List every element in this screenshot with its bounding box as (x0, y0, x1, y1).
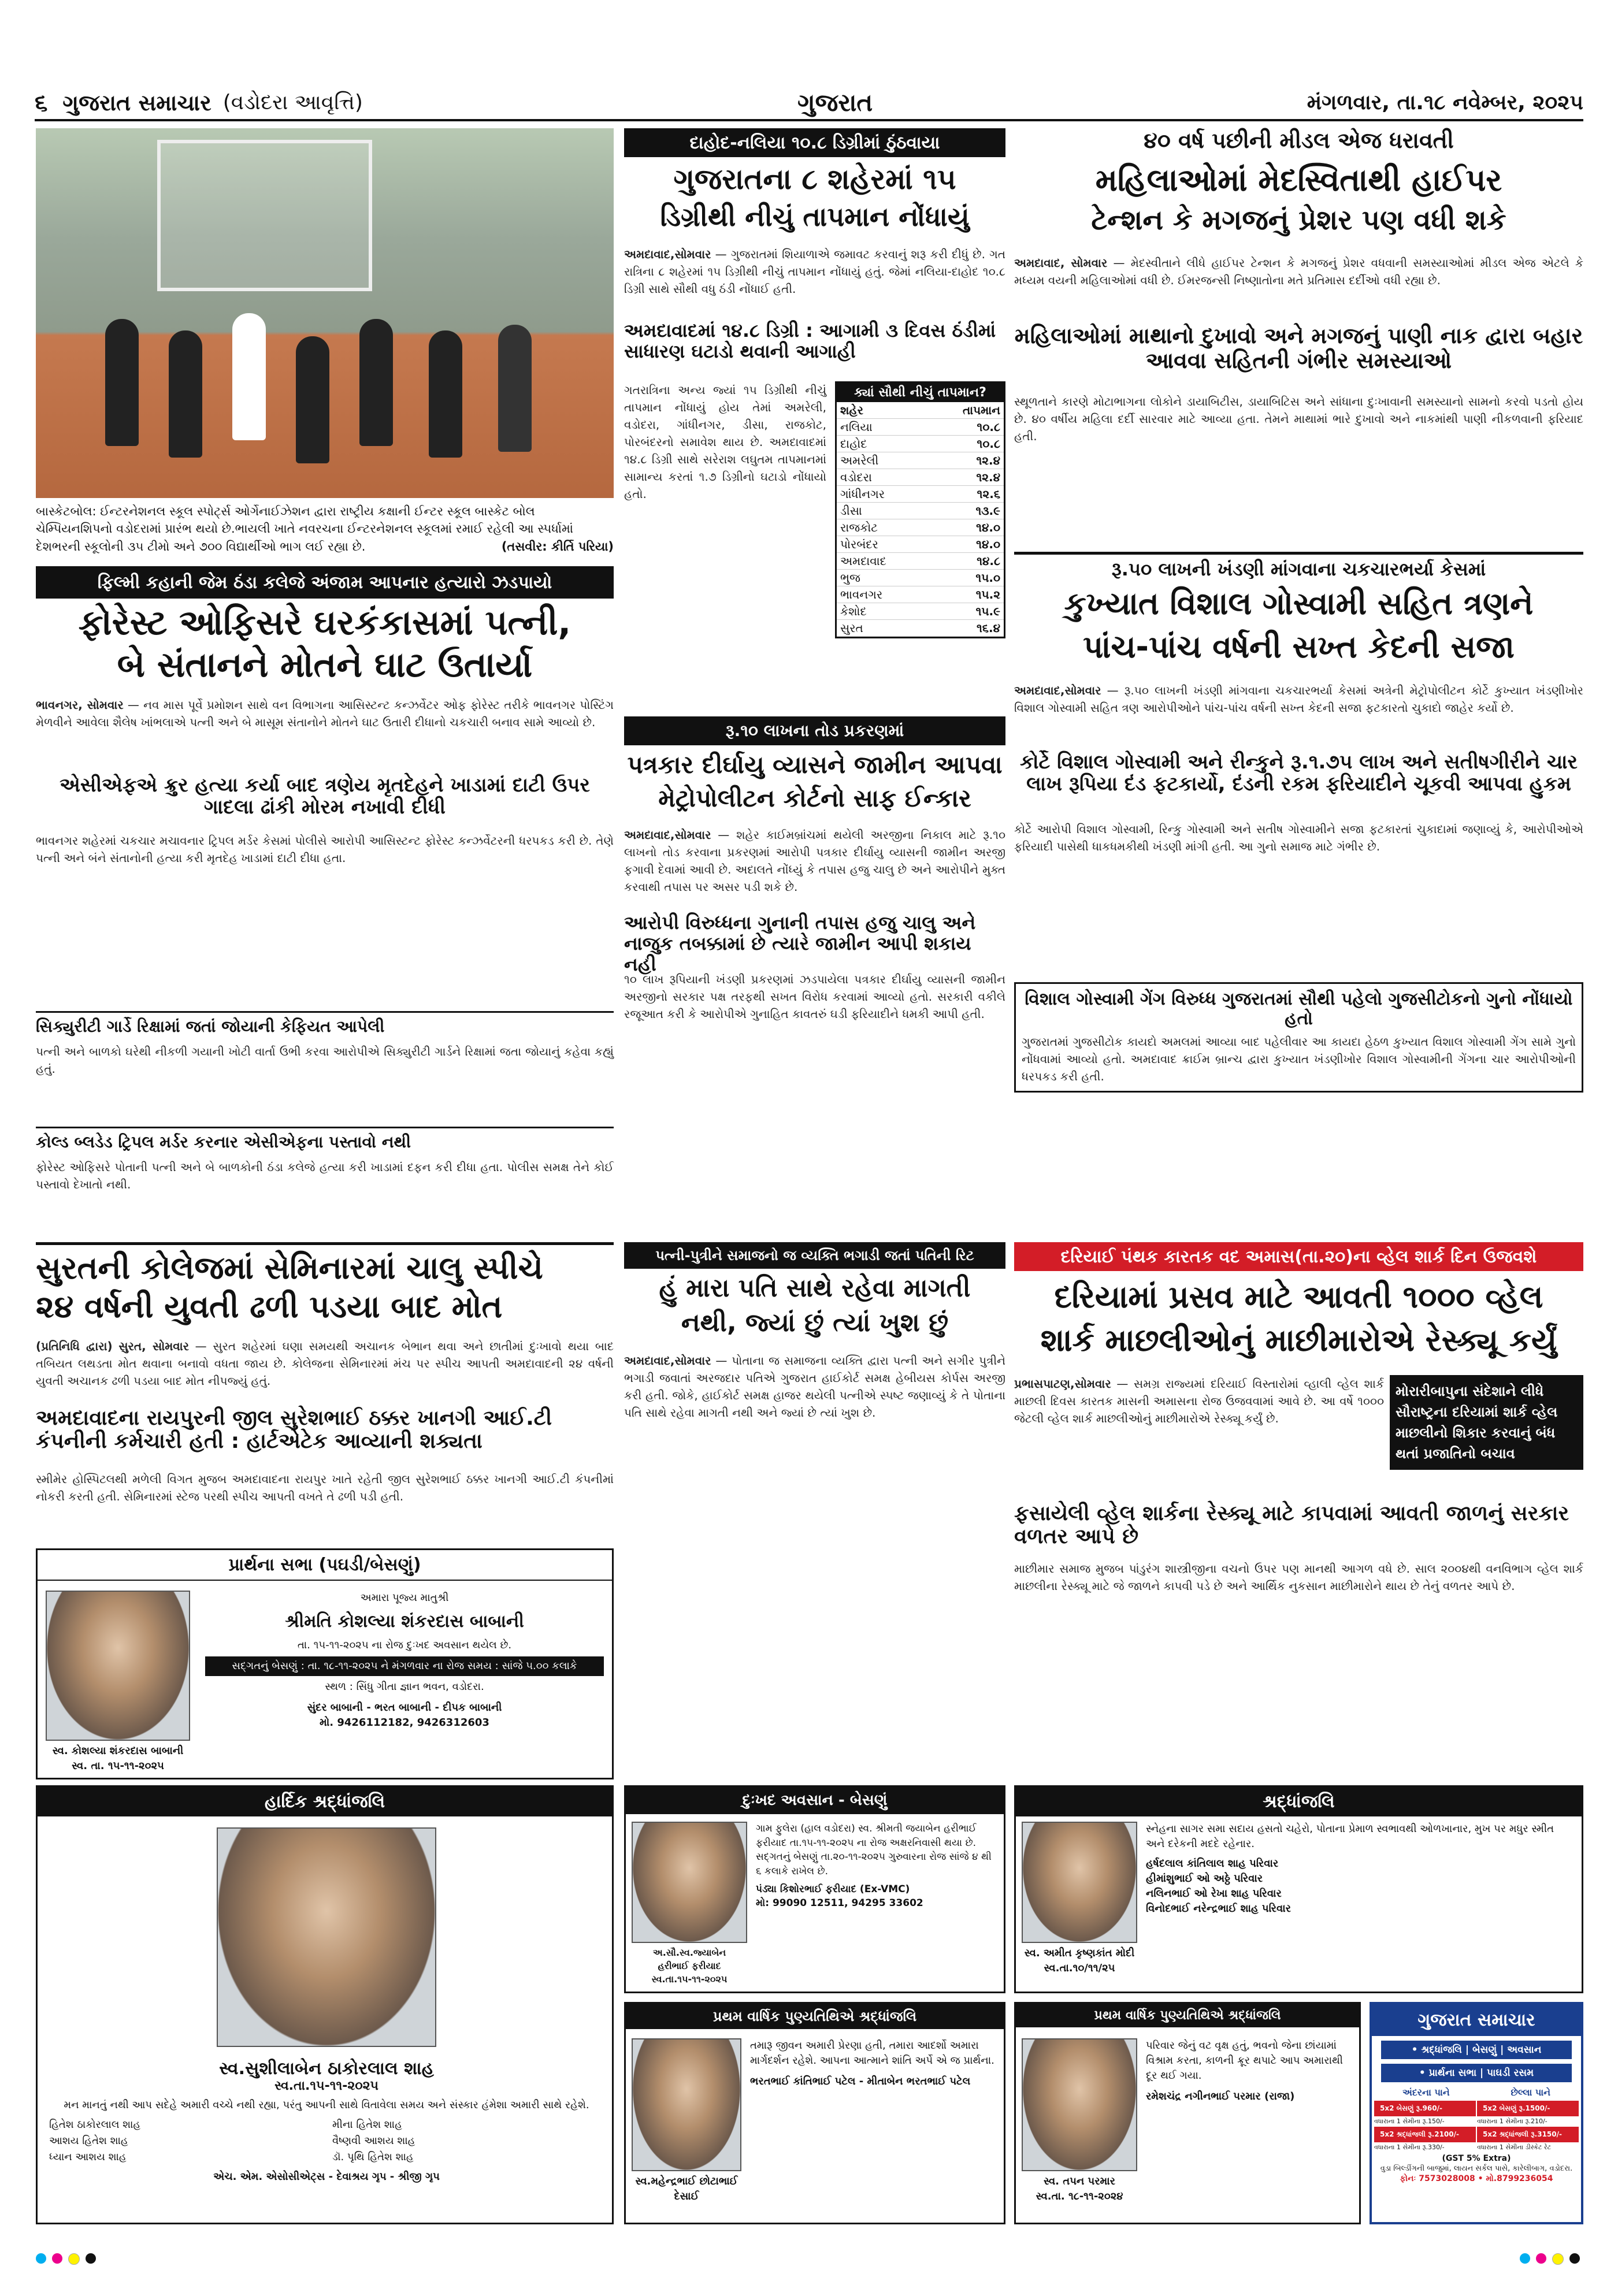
temp-headline-2: ડિગ્રીથી નીચું તાપમાન નોંધાયું (660, 201, 970, 232)
temp-subhead: અમદાવાદમાં ૧૪.૮ ડિગ્રી : આગામી ૩ દિવસ ઠંડીમાં સાધારણ ઘટાડો થવાની આગાહી (624, 319, 996, 362)
ad-punya-1-text: તમારૂ જીવન અમારી પ્રેરણા હતી, તમારા આદર્શો અમારા માર્ગદર્શન રહેશે. આપના આત્માને શાંતિ અર્પે એ જ પ્રાર્થના. ભરતભાઈ કાંતિભાઈ પટેલ - મીતાબેન ભરતભાઈ પટેલ (750, 2039, 994, 2088)
temp-table-row: અમદાવાદ ૧૪.૮ (837, 553, 1004, 570)
temp-table-row: અમરેલી ૧૨.૪ (837, 452, 1004, 469)
women-kicker: ૪૦ વર્ષ પછીની મીડલ એજ ધરાવતી (1144, 128, 1454, 153)
ad-punyatithi-2: પ્રથમ વાર્ષિક પુણ્યતિથિએ શ્રદ્ધાંજલિ સ્વ. તપન પરમાર સ્વ.તા. ૧૮-૧૧-૨૦૨૪ પરિવાર જેનું વટ વૃક્ષ હતું, ભવનો જેના છાંયામાં વિશ્રામ કરતા, કાળની ક્રૂર થપાટે આપ અમારાથી દૂર થઈ ગયા. રમેશચંદ્ર નગીનભાઈ પરમાર (રાજા) (1014, 2002, 1361, 2224)
ad-dukh-avsan: દુઃખદ અવસાન - બેસણું અ.સૌ.સ્વ.જ્યાબેન હરીભાઈ ફરીયાદ સ્વ.તા.૧૫-૧૧-૨૦૨૫ ગામ ફુલેરા (હાલ વડોદરા) સ્વ. શ્રીમતી જયાબેન હરીભાઈ ફરીયાદ તા.૧૫-૧૧-૨૦૨૫ ના રોજ અક્ષરનિવાસી થયા છે. સદ્ગતનું બેસણું તા.૨૦-૧૧-૨૦૨૫ ગુરુવારના રોજ સાંજે ૪ થી ૬ કલાકે રાખેલ છે. પંડ્યા કિશોરભાઈ ફરીયાદ (Ex-VMC) મો: 99090 12511, 94295 33602 (624, 1785, 1005, 1993)
gang-body-2: કોર્ટે આરોપી વિશાલ ગોસ્વામી, રિન્કુ ગોસ્વામી અને સતીષ ગોસ્વામીને સજા ફટકારતાં ચુકાદામાં જણાવ્યું કે, આરોપીઓએ ફરિયાદી પાસેથી ધાકધમકીથી ખંડણી માંગી હતી. આ ગુનો સમાજ માટે ગંભીર છે. (1014, 822, 1583, 853)
ad-shraddhanjali-1-title: હાર્દિક શ્રદ્ધાંજલિ (38, 1787, 612, 1816)
seminar-headline-1: સુરતની કોલેજમાં સેમિનારમાં ચાલુ સ્પીચે (36, 1242, 614, 1286)
reporter-headline-2: મેટ્રોપોલીટન કોર્ટનો સાફ ઈન્કાર (658, 784, 971, 812)
page-number: ૬ (35, 90, 48, 116)
whale-kicker: દરિયાઈ પંથક કારતક વદ અમાસ(તા.૨૦)ના વ્હેલ શાર્ક દિન ઉજવશે (1014, 1242, 1583, 1271)
edition-label: (વડોદરા આવૃત્તિ) (222, 91, 363, 114)
forest-body: ભાવનગર, સોમવાર — નવ માસ પૂર્વે પ્રમોશન સાથે વન વિભાગના આસિસ્ટન્ટ કન્ઝર્વેટર ઓફ ફોરેસ્ટ તરીકે ભાવનગર પોસ્ટિંગ મેળવીને આવેલા શૈલેષ ખાંભલાએ પત્ની અને બે માસૂમ સંતાનોને મોતને ઘાટ ઉતારી દીધાનો ચકચારી બનાવ સામે આવ્યો છે. (36, 698, 614, 729)
seminar-subhead: અમદાવાદના રાયપુરની જીલ સુરેશભાઈ ઠક્કર ખાનગી આઈ.ટી કંપનીની કર્મચારી હતી : હાર્ટએટેક આવ્યાની શક્યતા (36, 1406, 552, 1454)
ad-punya-1-title: પ્રથમ વાર્ષિક પુણ્યતિથિએ શ્રદ્ધાંજલિ (626, 2004, 1004, 2029)
temp-body: અમદાવાદ,સોમવાર — ગુજરાતમાં શિયાળાએ જમાવટ કરવાનું શરૂ કરી દીધું છે. ગત રાત્રિના ૮ શહેરમાં ૧૫ ડિગ્રીથી નીચું તાપમાન નોંધાયું હતું. જેમાં નલિયા-દાહોદ ૧૦.૮ ડિગ્રી સાથે સૌથી વધુ ઠંડી નોંધાઈ હતી. (624, 247, 1005, 296)
forest-subhead: એસીએફએ ક્રુર હત્યા કર્યા બાદ ત્રણેય મૃતદેહને ખાડામાં દાટી ઉપર ગાદલા ઢાંકી મોરમ નખાવી દીધી (60, 774, 590, 819)
temp-table-row: ભાવનગર ૧૫.૨ (837, 586, 1004, 603)
seminar-body-2: સ્મીમેર હોસ્પિટલથી મળેલી વિગત મુજબ અમદાવાદના રાયપુર ખાતે રહેતી જીલ સુરેશભાઈ ઠક્કર ખાનગી આઈ.ટી કંપનીમાં નોકરી કરતી હતી. સેમિનારમાં સ્ટેજ પરથી સ્પીચ આપતી વખતે તે ઢળી પડી હતી. (36, 1472, 614, 1503)
women-headline-1: મહિલાઓમાં મેદસ્વિતાથી હાઈપર (1095, 162, 1502, 198)
forest-body-4: ફોરેસ્ટ ઓફિસરે પોતાની પત્ની અને બે બાળકોની ઠંડા કલેજે હત્યા કરી ખાડામાં દફન કરી દીધા હતા. પોલીસ સમક્ષ તેને કોઈ પસ્તાવો દેખાતો નથી. (36, 1160, 614, 1191)
section-title: ગુજરાત (797, 88, 873, 117)
basketball-photo (36, 128, 614, 498)
ad-prathna-text: અમારા પૂજ્ય માતુશ્રી શ્રીમતિ કોશલ્યા શંકરદાસ બાબાની તા. ૧૫-૧૧-૨૦૨૫ ના રોજ દુઃખદ અવસાન થયેલ છે. સદ્ગતનું બેસણું : તા. ૧૮-૧૧-૨૦૨૫ ને મંગળવાર ના રોજ સમય : સાંજે ૫.૦૦ કલાકે સ્થળ : સિંધુ ગીતા જ્ઞાન ભવન, વડોદરા. સુંદર બાબાની - ભરત બાબાની - દીપક બાબાની મો. 9426112182, 9426312603 (205, 1591, 604, 1730)
temp-table-head-city: શહેર (837, 402, 927, 419)
wife-dateline: અમદાવાદ,સોમવાર (624, 1354, 711, 1368)
gang-box-body: ગુજરાતમાં ગુજસીટોક કાયદો અમલમાં આવ્યા બાદ પહેલીવાર આ કાયદા હેઠળ કુખ્યાત વિશાલ ગોસ્વામી ગેંગ સામે ગુનો નોંધવામાં આવ્યો હતો. અમદાવાદ ક્રાઈમ બ્રાન્ચ દ્વારા કુખ્યાત ખંડણીખોર વિશાલ ગોસ્વામીની ગેંગના ચાર આરોપીઓની ધરપકડ કરી હતી. (1022, 1035, 1576, 1084)
gang-body: અમદાવાદ,સોમવાર — રૂ.૫૦ લાખની ખંડણી માંગવાના ચકચારભર્યા કેસમાં અત્રેની મેટ્રોપોલીટન કોર્ટે કુખ્યાત ખંડણીખોર વિશાલ ગોસ્વામી સહિત ત્રણ આરોપીઓને પાંચ-પાંચ વર્ષની સખ્ત કેદની સજા ફટકારતો ચુકાદો જાહેર કર્યો છે. (1014, 683, 1583, 715)
ad-prathna-title: પ્રાર્થના સભા (પઘડી/બેસણું) (38, 1550, 612, 1581)
ad-prathna-sabha (36, 1548, 614, 1779)
temp-dateline: અમદાવાદ,સોમવાર (624, 247, 711, 261)
forest-subhead-2: સિક્યુરીટી ગાર્ડે રિક્ષામાં જતાં જોયાની કેફિયત આપેલી (36, 1011, 614, 1035)
ad-shraddhanjali-1-text: સ્વ.સુશીલાબેન ઠાકોરલાલ શાહ સ્વ.તા.૧૫-૧૧-૨૦૨૫ મન માનતું નથી આપ સદેહે અમારી વચ્ચે નથી રહ્યા, પરંતુ આપની સાથે વિતાવેલા સમય અને સંસ્કાર હંમેશા અમારી સાથે રહેશે. હિતેશ ઠાકોરલાલ શાહ મીના હિતેશ શાહ આશય હિતેશ શાહ વૈષ્ણવી આશય શાહ ધ્યાન આશય શાહ ડૉ. પૃથિ હિતેશ શાહ એચ. એમ. એસોસીએટ્સ - દેવાશ્રય ગૃપ - શ્રીજી ગૃપ (49, 2059, 604, 2184)
seminar-body: (પ્રતિનિધિ દ્વારા) સુરત, સોમવાર — સુરત શહેરમાં ઘણા સમયથી અચાનક બેભાન થવા અને છાતીમાં દુઃખાવો થયા બાદ તબિયત લથડતા મોત થવાના બનાવો વધતા જાય છે. કોલેજના સેમિનારમાં મંચ પર સ્પીચ આપતી અમદાવાદની ૨૪ વર્ષની યુવતી અચાનક ઢળી પડયા બાદ મોત નીપજ્યું હતું. (36, 1339, 614, 1388)
gang-box (1014, 982, 1583, 1093)
basketball-hoop (157, 140, 372, 291)
wife-headline-1: હું મારા પતિ સાથે રહેવા માગતી (659, 1273, 971, 1303)
gang-box-title: વિશાલ ગોસ્વામી ગેંગ વિરુધ્ધ ગુજરાતમાં સૌથી પહેલો ગુજસીટોકનો ગુનો નોંધાયો હતો (1025, 989, 1573, 1029)
gang-headline-2: પાંચ-પાંચ વર્ષની સખ્ત કેદની સજા (1083, 629, 1515, 665)
seminar-dateline: સુરત, સોમવાર (118, 1339, 190, 1353)
temp-table (835, 381, 1005, 638)
gang-dateline: અમદાવાદ,સોમવાર (1014, 683, 1101, 697)
forest-kicker: ફિલ્મી કહાની જેમ ઠંડા કલેજે અંજામ આપનાર હત્યારો ઝડપાયો (36, 566, 614, 599)
ad-punya-2-photo (1022, 2038, 1137, 2171)
temp-headline-1: ગુજરાતના ૮ શહેરમાં ૧૫ (673, 162, 956, 196)
whale-headline-2: શાર્ક માછલીઓનું માછીમારોએ રેસ્ક્યૂ કર્યું (1040, 1322, 1557, 1358)
ad-dukh-title: દુઃખદ અવસાન - બેસણું (626, 1787, 1004, 1814)
whale-body: પ્રભાસપાટણ,સોમવાર — સમગ્ર રાજ્યમાં દરિયાઈ વિસ્તારોમાં વ્હાલી વ્હેલ શાર્ક માછલી દિવસ કારતક માસની અમાસના રોજ ઉજવવામાં આવે છે. આ વર્ષે ૧૦૦૦ જેટલી વ્હેલ શાર્ક માછલીઓનું માછીમારોએ રેસ્ક્યૂ કર્યું છે. (1014, 1377, 1384, 1425)
gang-headline-1: કુખ્યાત વિશાલ ગોસ્વામી સહિત ત્રણને (1064, 585, 1534, 622)
women-body-2: સ્થૂળતાને કારણે મોટાભાગના લોકોને ડાયાબિટીસ, ડાયાબિટિસ અને સાંધાના દુઃખાવાની સમસ્યાનો સામનો કરવો પડતો હોય છે. ૪૦ વર્ષીય મહિલા દર્દી સારવાર માટે આવ્યા હતા. તેમને માથામાં ભારે દુખાવો અને નાકમાંથી પાણી નીકળવાની ફરિયાદ હતી. (1014, 395, 1583, 443)
ad-punyatithi-1: પ્રથમ વાર્ષિક પુણ્યતિથિએ શ્રદ્ધાંજલિ સ્વ.મહેન્દ્રભાઈ છોટાભાઈ દેસાઈ તમારૂ જીવન અમારી પ્રેરણા હતી, તમારા આદર્શો અમારા માર્ગદર્શન રહેશે. આપના આત્માને શાંતિ અર્પે એ જ પ્રાર્થના. ભરતભાઈ કાંતિભાઈ પટેલ - મીતાબેન ભરતભાઈ પટેલ (624, 2002, 1005, 2224)
temp-table-row: દાહોદ ૧૦.૮ (837, 436, 1004, 452)
yellow-mark (68, 2253, 80, 2265)
temp-table-row: પોરબંદર ૧૪.૦ (837, 536, 1004, 553)
wife-kicker: પત્ની-પુત્રીને સમાજનો જ વ્યક્તિ ભગાડી જતાં પતિની રિટ (624, 1242, 1005, 1269)
reporter-kicker: રૂ.૧૦ લાખના તોડ પ્રકરણમાં (624, 716, 1005, 745)
reporter-subhead: આરોપી વિરુધ્ધના ગુનાની તપાસ હજુ ચાલુ અને નાજુક તબક્કામાં છે ત્યારે જામીન આપી શકાય નહી (624, 912, 976, 975)
forest-dateline: ભાવનગર, સોમવાર (36, 698, 124, 712)
ad-rate-card: ગુજરાત સમાચાર • શ્રદ્ધાંજલિ | બેસણું | અવસાન • પ્રાર્થના સભા | પાઘડી રસમ અંદરના પાને છેલ્લા પાને 5x2 બેસણું રૂ.960/- 5x2 બેસણું રૂ.1500/- વધારાના 1 સેમીના રૂ.150/- વધારાના 1 સેમીના રૂ.210/- 5x2 શ્રદ્ધાંજલી રૂ.2100/- 5x2 શ્રદ્ધાંજલી રૂ.3150/- વધારાના 1 સેમીના રૂ.330/- વધારાના 1 સેમીના ડીસ્કેટ રેટ (GST 5% Extra) વુડા બિલ્ડીંગની બાજુમાં, લાયન સર્કલ પાસે, કારેલીબાગ, વડોદરા. ફોનઃ 7573028008 • મો.8799236054 (1370, 2002, 1583, 2224)
ad-shraddhanjali-2-text: સ્નેહના સાગર સમા સદાય હસતો ચહેરો, પોતાના પ્રેમાળ સ્વભાવથી ઓળખાનાર, મુખ પર મધુર સ્મીત અને દરેકની મદદે રહેનાર. હર્ષદલાલ કાંતિલાલ શાહ પરિવાર હીમાંશુભાઈ ઓ અઠ્ઠે પરિવાર નલિનભાઈ ઓ રેખા શાહ પરિવાર વિનોદભાઈ નરેન્દ્રભાઈ શાહ પરિવાર (1146, 1823, 1554, 1915)
print-color-marks-right (1520, 2253, 1580, 2265)
ad-punya-2-text: પરિવાર જેનું વટ વૃક્ષ હતું, ભવનો જેના છાંયામાં વિશ્રામ કરતા, કાળની ક્રૂર થપાટે આપ અમારાથી દૂર થઈ ગયા. રમેશચંદ્ર નગીનભાઈ પરમાર (રાજા) (1146, 2039, 1343, 2103)
women-headline-2: ટેન્શન કે મગજનું પ્રેશર પણ વધી શકે (1091, 204, 1506, 236)
temp-table-row: વડોદરા ૧૨.૪ (837, 469, 1004, 486)
ad-punya-1-photo (632, 2038, 741, 2171)
forest-headline-1: ફોરેસ્ટ ઓફિસરે ઘરકંકાસમાં પત્ની, (78, 603, 572, 643)
wife-body: અમદાવાદ,સોમવાર — પોતાના જ સમાજના વ્યક્તિ દ્વારા પત્ની અને સગીર પુત્રીને ભગાડી જવાતાં અરજદાર પતિએ ગુજરાત હાઈકોર્ટ સમક્ષ હેબીયસ કોર્પસ અરજી કરી હતી. જોકે, હાઈકોર્ટ સમક્ષ હાજર થયેલી પત્નીએ સ્પષ્ટ જણાવ્યું કે તે પોતાના પતિ સાથે રહેવા માગતી નથી અને જ્યાં છે ત્યાં ખુશ છે. (624, 1354, 1005, 1420)
forest-subhead-3: કોલ્ડ બ્લડેડ ટ્રિપલ મર્ડર કરનાર એસીએફના પસ્તાવો નથી (36, 1127, 614, 1151)
ad-prathna-photo (46, 1591, 190, 1741)
ad-punya-2-title: પ્રથમ વાર્ષિક પુણ્યતિથિએ શ્રદ્ધાંજલિ (1016, 2004, 1359, 2027)
reporter-dateline: અમદાવાદ,સોમવાર (624, 828, 711, 842)
photo-caption: બાસ્કેટબોલ: ઈન્ટરનેશનલ સ્કૂલ સ્પોર્ટ્સ ઓર્ગેનાઈઝેશન દ્વારા રાષ્ટ્રીય કક્ષાની ઈન્ટર સ્કૂલ બાસ્કેટ બોલ ચેમ્પિયનશિપનો વડોદરામાં પ્રારંભ થયો છે.ભાયલી ખાતે નવરચના ઈન્ટરનેશનલ સ્કૂલમાં રમાઈ રહેલી આ સ્પર્ધામાં દેશભરની સ્કૂલોની ૩૫ ટીમો અને ૭૦૦ વિદ્યાર્થીઓ ભાગ લઈ રહ્યા છે. (તસવીર: કીર્તિ પરિયા) (36, 503, 614, 555)
magenta-mark (52, 2253, 62, 2264)
issue-date: મંગળવાર, તા.૧૮ નવેમ્બર, ૨૦૨૫ (1307, 91, 1583, 114)
ad-shraddhanjali-1-name: સ્વ.સુશીલાબેન ઠાકોરલાલ શાહ (219, 2059, 434, 2079)
whale-body-2: માછીમાર સમાજ મુજબ પાંડુરંગ શાસ્ત્રીજીના વચનો ઉપર પણ માનથી આગળ વધે છે. સાલ ૨૦૦૪થી વનવિભાગ વ્હેલ શાર્ક માછલીના રેસ્ક્યૂ માટે જે જાળને કાપવી પડે છે અને આર્થિક નુકસાન માછીમારોને થાય છે તેનું વળતર આપે છે. (1014, 1562, 1583, 1593)
temp-table-row: ભુજ ૧૫.૦ (837, 570, 1004, 586)
temp-table-row: નલિયા ૧૦.૮ (837, 419, 1004, 436)
ad-shraddhanjali-1-photo (217, 1827, 436, 2047)
rate-card-brand: ગુજરાત સમાચાર (1372, 2004, 1581, 2036)
reporter-body-2: ૧૦ લાખ રૂપિયાની ખંડણી પ્રકરણમાં ઝડપાયેલા પત્રકાર દીર્ઘાયુ વ્યાસની જામીન અરજીનો સરકાર પક્ષ તરફથી સખત વિરોધ કરવામાં આવ્યો હતો. સરકારી વકીલે રજૂઆત કરી કે આરોપીએ ગુનાહિત કાવતરું ઘડી ફરિયાદીને ધમકી આપી હતી. (624, 972, 1005, 1021)
gang-kicker: રૂ.૫૦ લાખની ખંડણી માંગવાના ચકચારભર્યા કેસમાં (1014, 552, 1583, 580)
temp-table-row: કેશોદ ૧૫.૯ (837, 603, 1004, 620)
whale-highlight: મોરારીબાપુના સંદેશાને લીધે સૌરાષ્ટ્રના દરિયામાં શાર્ક વ્હેલ માછલીનો શિકાર કરવાનું બંધ થતાં પ્રજાતિનો બચાવ (1390, 1375, 1583, 1470)
seminar-tag: (પ્રતિનિધિ દ્વારા) (36, 1339, 113, 1353)
temp-table-row: ડીસા ૧૩.૯ (837, 503, 1004, 519)
black-mark (86, 2253, 96, 2264)
whale-subhead: ફસાયેલી વ્હેલ શાર્કના રેસ્ક્યૂ માટે કાપવામાં આવતી જાળનું સરકાર વળતર આપે છે (1014, 1502, 1569, 1549)
temp-table-row: સુરત ૧૬.૪ (837, 620, 1004, 637)
ad-prathna-name: શ્રીમતિ કોશલ્યા શંકરદાસ બાબાની (285, 1611, 524, 1632)
temp-table-title: ક્યાં સૌથી નીચું તાપમાન? (837, 383, 1004, 402)
photo-credit: (તસવીર: કીર્તિ પરિયા) (501, 539, 614, 553)
temp-table-row: રાજકોટ ૧૪.૦ (837, 519, 1004, 536)
temp-kicker: દાહોદ-નલિયા ૧૦.૮ ડિગ્રીમાં ઠુંઠવાયા (624, 128, 1005, 157)
reporter-body: અમદાવાદ,સોમવાર — શહેર કાઈમબ્રાંચમાં થયેલી અરજીના નિકાલ માટે રૂ.૧૦ લાખનો તોડ કરવાના પ્રકરણમાં આરોપી પત્રકાર દીર્ઘાયુ વ્યાસની જામીન અરજી ફગાવી દેવામાં આવી છે. અદાલતે નોંધ્યું કે તપાસ હજુ ચાલુ છે અને આરોપીને મુક્ત કરવાથી તપાસ પર અસર પડી શકે છે. (624, 828, 1005, 894)
ad-dukh-text: ગામ ફુલેરા (હાલ વડોદરા) સ્વ. શ્રીમતી જયાબેન હરીભાઈ ફરીયાદ તા.૧૫-૧૧-૨૦૨૫ ના રોજ અક્ષરનિવાસી થયા છે. સદ્ગતનું બેસણું તા.૨૦-૧૧-૨૦૨૫ ગુરુવારના રોજ સાંજે ૪ થી ૬ કલાકે રાખેલ છે. પંડ્યા કિશોરભાઈ ફરીયાદ (Ex-VMC) મો: 99090 12511, 94295 33602 (756, 1823, 992, 1909)
women-body: અમદાવાદ, સોમવાર — મેદસ્વીતાને લીધે હાઈપર ટેન્શન કે મગજનું પ્રેશર વધવાની સમસ્યાઓમાં મીડલ એજ એટલે કે મધ્યમ વયની મહિલાઓમાં વધી છે. ઈમરજન્સી નિષ્ણાતોના મતે પ્રતિમાસ દર્દીઓ વધી રહ્યા છે. (1014, 256, 1584, 287)
forest-headline-2: બે સંતાનને મોતને ઘાટ ઉતાર્યા (117, 645, 533, 685)
whale-dateline: પ્રભાસપાટણ,સોમવાર (1014, 1377, 1111, 1391)
temp-table-head-value: તાપમાન (927, 402, 1004, 419)
gang-subhead: કોર્ટે વિશાલ ગોસ્વામી અને રીન્કુને રૂ.૧.૭૫ લાખ અને સતીષગીરીને ચાર લાખ રૂપિયા દંડ ફટકાર્યો, દંડની રકમ ફરિયાદીને ચૂકવી આપવા હુકમ (1019, 751, 1578, 796)
forest-body-3: પત્ની અને બાળકો ઘરેથી નીકળી ગયાની ખોટી વાર્તા ઉભી કરવા આરોપીએ સિક્યુરીટી ગાર્ડને રિક્ષામાં જતા જોયાનું કહેવા કહ્યું હતું. (36, 1045, 614, 1076)
whale-headline-1: દરિયામાં પ્રસવ માટે આવતી ૧૦૦૦ વ્હેલ (1054, 1279, 1543, 1315)
wife-headline-2: નથી, જ્યાં છું ત્યાં ખુશ છું (681, 1308, 949, 1338)
seminar-headline-2: ૨૪ વર્ષની યુવતી ઢળી પડયા બાદ મોત (36, 1288, 503, 1325)
cyan-mark (36, 2253, 46, 2264)
ad-shraddhanjali-2-photo (1022, 1822, 1137, 1943)
women-dateline: અમદાવાદ, સોમવાર (1014, 256, 1108, 270)
forest-body-2: ભાવનગર શહેરમાં ચકચાર મચાવનાર ટ્રિપલ મર્ડર કેસમાં પોલીસે આરોપી આસિસ્ટન્ટ ફોરેસ્ટ કન્ઝર્વેટરની ધરપકડ કરી છે. તેણે પત્ની અને બંને સંતાનોની હત્યા કરી મૃતદેહ ખાડામાં દાટી દીધા હતા. (36, 834, 614, 865)
ad-prathna-photo-caption: સ્વ. કોશલ્યા શંકરદાસ બાબાની સ્વ. તા. ૧૫-૧૧-૨૦૨૫ (52, 1745, 184, 1773)
ad-shraddhanjali-2-title: શ્રદ્ધાંજલિ (1016, 1787, 1582, 1816)
print-color-marks (36, 2253, 96, 2265)
page-header (35, 87, 1583, 121)
women-subhead: મહિલાઓમાં માથાનો દુખાવો અને મગજનું પાણી નાક દ્વારા બહાર આવવા સહિતની ગંભીર સમસ્યાઓ (1014, 323, 1583, 373)
ad-shraddhanjali-1 (36, 1785, 614, 2224)
reporter-headline-1: પત્રકાર દીર્ઘાયુ વ્યાસને જામીન આપવા (627, 751, 1003, 779)
temp-body-2: ગતરાત્રિના અન્ય જ્યાં ૧૫ ડિગ્રીથી નીચું તાપમાન નોંધાયું હોય તેમાં અમરેલી, વડોદરા, ગાંધીનગર, ડીસા, રાજકોટ, પોરબંદરનો સમાવેશ થાય છે. અમદાવાદમાં ૧૪.૮ ડિગ્રી સાથે સરેરાશ લઘુતમ તાપમાનમાં સામાન્ય કરતાં ૧.૭ ડિગ્રીનો ઘટાડો નોંધાયો હતો. (624, 383, 826, 501)
temp-table-row: ગાંધીનગર ૧૨.૬ (837, 486, 1004, 503)
paper-name: ગુજરાત સમાચાર (62, 90, 211, 116)
ad-dukh-photo (632, 1822, 747, 1943)
ad-shraddhanjali-2: શ્રદ્ધાંજલિ સ્વ. અમીત કૃષ્ણકાંત મોદી સ્વ.તા.૧૦/૧૧/૨૫ સ્નેહના સાગર સમા સદાય હસતો ચહેરો, પોતાના પ્રેમાળ સ્વભાવથી ઓળખાનાર, મુખ પર મધુર સ્મીત અને દરેકની મદદે રહેનાર. હર્ષદલાલ કાંતિલાલ શાહ પરિવાર હીમાંશુભાઈ ઓ અઠ્ઠે પરિવાર નલિનભાઈ ઓ રેખા શાહ પરિવાર વિનોદભાઈ નરેન્દ્રભાઈ શાહ પરિવાર (1014, 1785, 1583, 1993)
